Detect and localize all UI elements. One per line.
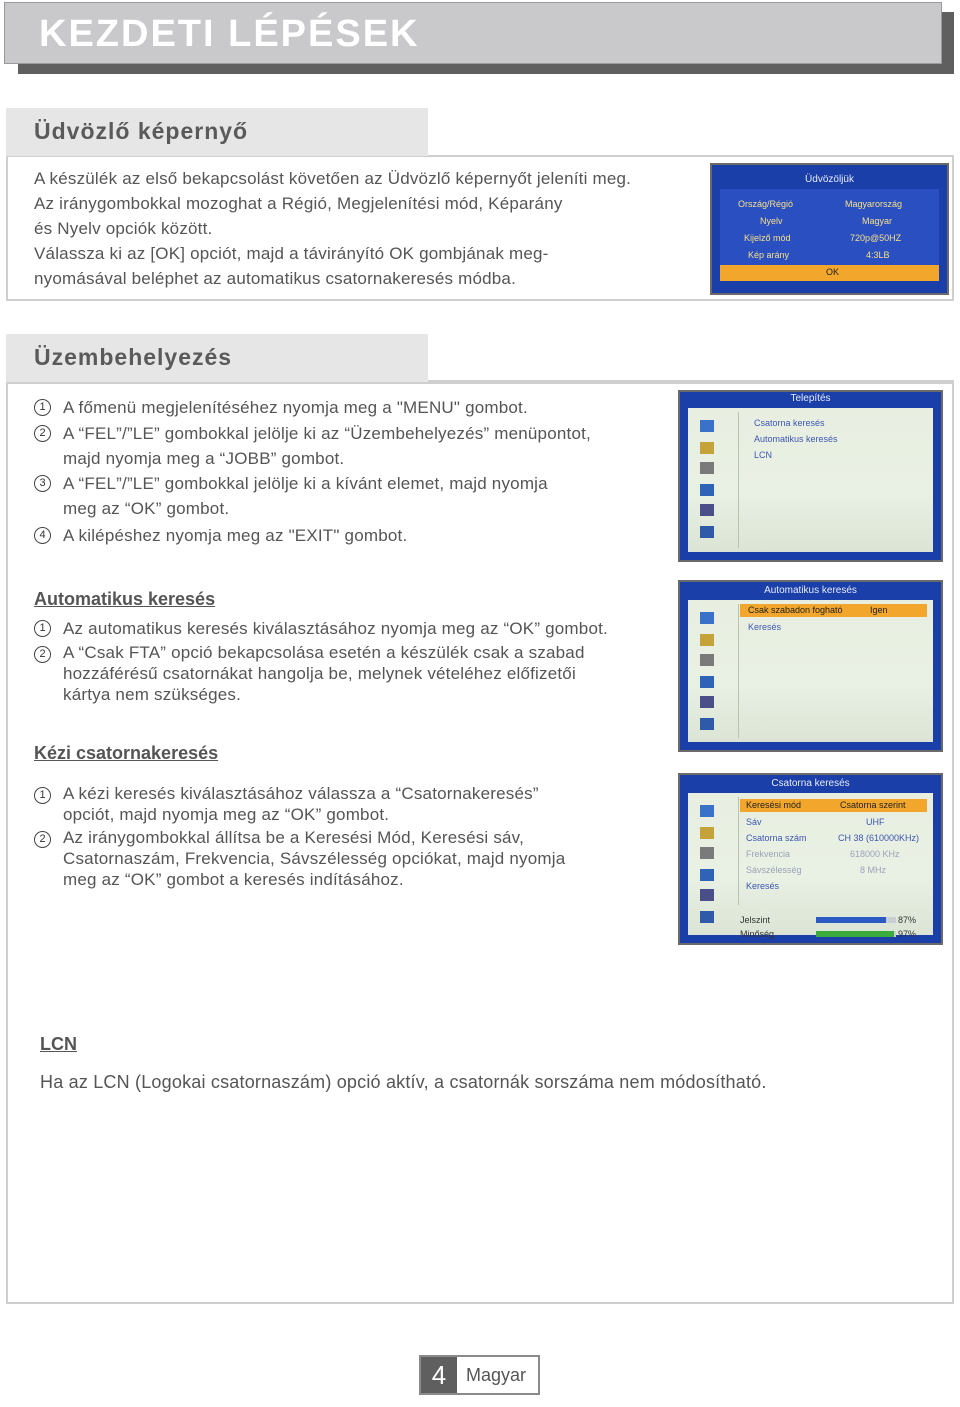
step-number: 1 xyxy=(34,399,51,416)
bandwidth-label: Sávszélesség xyxy=(746,865,802,875)
manual-screen-title: Csatorna keresés xyxy=(771,778,850,789)
install-screen-body xyxy=(688,408,933,552)
manual-step-2-line: Az iránygombokkal állítsa be a Keresési Mód, Keresési sáv, xyxy=(63,828,525,847)
display-mode-value: 720p@50HZ xyxy=(850,233,902,243)
briefcase-icon xyxy=(700,676,714,688)
step-number: 1 xyxy=(34,620,51,637)
welcome-ok-bar xyxy=(720,265,939,281)
divider xyxy=(738,797,739,905)
region-label: Ország/Régió xyxy=(738,199,794,209)
auto-step-2 xyxy=(63,642,585,705)
install-step-4: A kilépéshez nyomja meg az "EXIT" gombot. xyxy=(63,526,408,545)
gear-icon xyxy=(700,654,714,666)
install-step-3-line: A “FEL”/”LE” gombokkal jelölje ki a kívánt elemet, majd nyomja xyxy=(63,474,548,493)
band-label: Sáv xyxy=(746,817,762,827)
satellite-icon xyxy=(700,634,714,646)
signal-value: 87% xyxy=(898,915,917,925)
manual-step-2-line: Csatornaszám, Frekvencia, Sávszélesség opciókat, majd nyomja xyxy=(63,849,566,868)
search-mode-value: Csatorna szerint xyxy=(840,800,906,810)
install-step-2-line: A “FEL”/”LE” gombokkal jelölje ki az “Üzembehelyezés” menüpontot, xyxy=(63,424,591,443)
page-number: 4 xyxy=(421,1357,457,1393)
search-item: Keresés xyxy=(746,881,780,891)
signal-track xyxy=(816,917,896,923)
install-step-2 xyxy=(63,421,591,471)
welcome-screen xyxy=(710,163,949,295)
auto-heading: Automatikus keresés xyxy=(34,589,216,609)
welcome-text xyxy=(34,166,631,291)
install-item: Csatorna keresés xyxy=(754,418,825,428)
frequency-value: 618000 KHz xyxy=(850,849,900,859)
install-heading: Üzembehelyezés xyxy=(34,344,233,370)
page-language: Magyar xyxy=(466,1365,527,1385)
lcn-text: Ha az LCN (Logokai csatornaszám) opció aktív, a csatornák sorszáma nem módosítható. xyxy=(40,1072,767,1092)
language-value: Magyar xyxy=(862,216,893,226)
install-heading-tab xyxy=(6,334,428,382)
satellite-icon xyxy=(700,442,714,454)
install-step-3-line: meg az “OK” gombot. xyxy=(63,499,230,518)
quality-track xyxy=(816,931,896,937)
auto-step-2-line: A “Csak FTA” opció bekapcsolása esetén a készülék csak a szabad xyxy=(63,643,585,662)
step-number: 1 xyxy=(34,787,51,804)
manual-step-1-line: opciót, majd nyomja meg az “OK” gombot. xyxy=(63,805,390,824)
briefcase-icon xyxy=(700,869,714,881)
lcn-heading: LCN xyxy=(40,1034,77,1054)
gear-icon xyxy=(700,847,714,859)
auto-screen xyxy=(678,580,943,752)
welcome-screen-panel xyxy=(720,189,939,269)
fta-label: Csak szabadon fogható xyxy=(748,605,843,615)
install-screen-title: Telepítés xyxy=(790,393,831,404)
manual-screen-body xyxy=(688,793,933,939)
display-mode-label: Kijelző mód xyxy=(744,233,791,243)
step-number: 2 xyxy=(34,646,51,663)
page-title: KEZDETI LÉPÉSEK xyxy=(39,13,420,55)
welcome-heading-tab xyxy=(6,108,428,156)
welcome-ok: OK xyxy=(826,267,840,277)
step-number: 3 xyxy=(34,475,51,492)
welcome-line: és Nyelv opciók között. xyxy=(34,219,213,238)
manual-selected-row xyxy=(740,799,927,812)
auto-screen-title: Automatikus keresés xyxy=(764,585,857,596)
install-item: Automatikus keresés xyxy=(754,434,838,444)
channel-value: CH 38 (610000KHz) xyxy=(838,833,920,843)
manual-screen xyxy=(678,773,943,945)
tv-icon xyxy=(700,420,714,432)
satellite-icon xyxy=(700,827,714,839)
frequency-label: Frekvencia xyxy=(746,849,791,859)
auto-step-2-line: hozzáférésű csatornákat hangolja be, melynek vételéhez előfizetői xyxy=(63,664,576,683)
aspect-label: Kép arány xyxy=(748,250,790,260)
install-step-1: A főmenü megjelenítéséhez nyomja meg a "MENU" gombot. xyxy=(63,398,528,417)
tv-icon xyxy=(700,612,714,624)
media-icon xyxy=(700,504,714,516)
manual-step-2 xyxy=(63,827,565,890)
quality-fill xyxy=(816,931,894,937)
bandwidth-value: 8 MHz xyxy=(860,865,887,875)
quality-label: Minőség xyxy=(740,929,775,939)
search-mode-label: Keresési mód xyxy=(746,800,802,810)
install-screen xyxy=(678,390,943,562)
divider xyxy=(738,412,739,548)
quality-value: 97% xyxy=(898,929,917,939)
welcome-line: Válassza ki az [OK] opciót, majd a távirányító OK gombjának meg- xyxy=(34,244,549,263)
manual-step-1 xyxy=(63,783,539,825)
page-footer xyxy=(419,1355,540,1395)
tools-icon xyxy=(700,911,714,923)
signal-label: Jelszint xyxy=(740,915,771,925)
briefcase-icon xyxy=(700,484,714,496)
install-step-2-line: majd nyomja meg a “JOBB” gombot. xyxy=(63,449,345,468)
welcome-line: Az iránygombokkal mozoghat a Régió, Megjelenítési mód, Képarány xyxy=(34,194,563,213)
auto-selected-row xyxy=(740,604,927,617)
welcome-line: nyomásával beléphet az automatikus csatornakeresés módba. xyxy=(34,269,516,288)
manual-step-1-line: A kézi keresés kiválasztásához válassza a “Csatornakeresés” xyxy=(63,784,539,803)
aspect-value: 4:3LB xyxy=(866,250,890,260)
media-icon xyxy=(700,889,714,901)
tools-icon xyxy=(700,718,714,730)
region-value: Magyarország xyxy=(845,199,903,209)
step-number: 4 xyxy=(34,527,51,544)
channel-label: Csatorna szám xyxy=(746,833,807,843)
tools-icon xyxy=(700,526,714,538)
install-item: LCN xyxy=(754,450,773,460)
auto-step-2-line: kártya nem szükséges. xyxy=(63,685,242,704)
gear-icon xyxy=(700,462,714,474)
auto-screen-body xyxy=(688,600,933,742)
media-icon xyxy=(700,696,714,708)
auto-step-1: Az automatikus keresés kiválasztásához nyomja meg az “OK” gombot. xyxy=(63,619,608,638)
header-bar xyxy=(4,2,942,64)
welcome-line: A készülék az első bekapcsolást követően az Üdvözlő képernyőt jeleníti meg. xyxy=(34,169,632,188)
manual-heading: Kézi csatornakeresés xyxy=(34,743,219,763)
welcome-heading: Üdvözlő képernyő xyxy=(34,118,249,144)
signal-fill xyxy=(816,917,886,923)
install-step-3 xyxy=(63,471,548,521)
step-number: 2 xyxy=(34,425,51,442)
divider xyxy=(738,604,739,738)
step-number: 2 xyxy=(34,831,51,848)
tv-icon xyxy=(700,805,714,817)
fta-value: Igen xyxy=(870,605,888,615)
language-label: Nyelv xyxy=(760,216,783,226)
welcome-screen-title: Üdvözöljük xyxy=(805,174,854,185)
band-value: UHF xyxy=(866,817,885,827)
auto-search-item: Keresés xyxy=(748,622,782,632)
manual-step-2-line: meg az “OK” gombot a keresés indításához. xyxy=(63,870,404,889)
